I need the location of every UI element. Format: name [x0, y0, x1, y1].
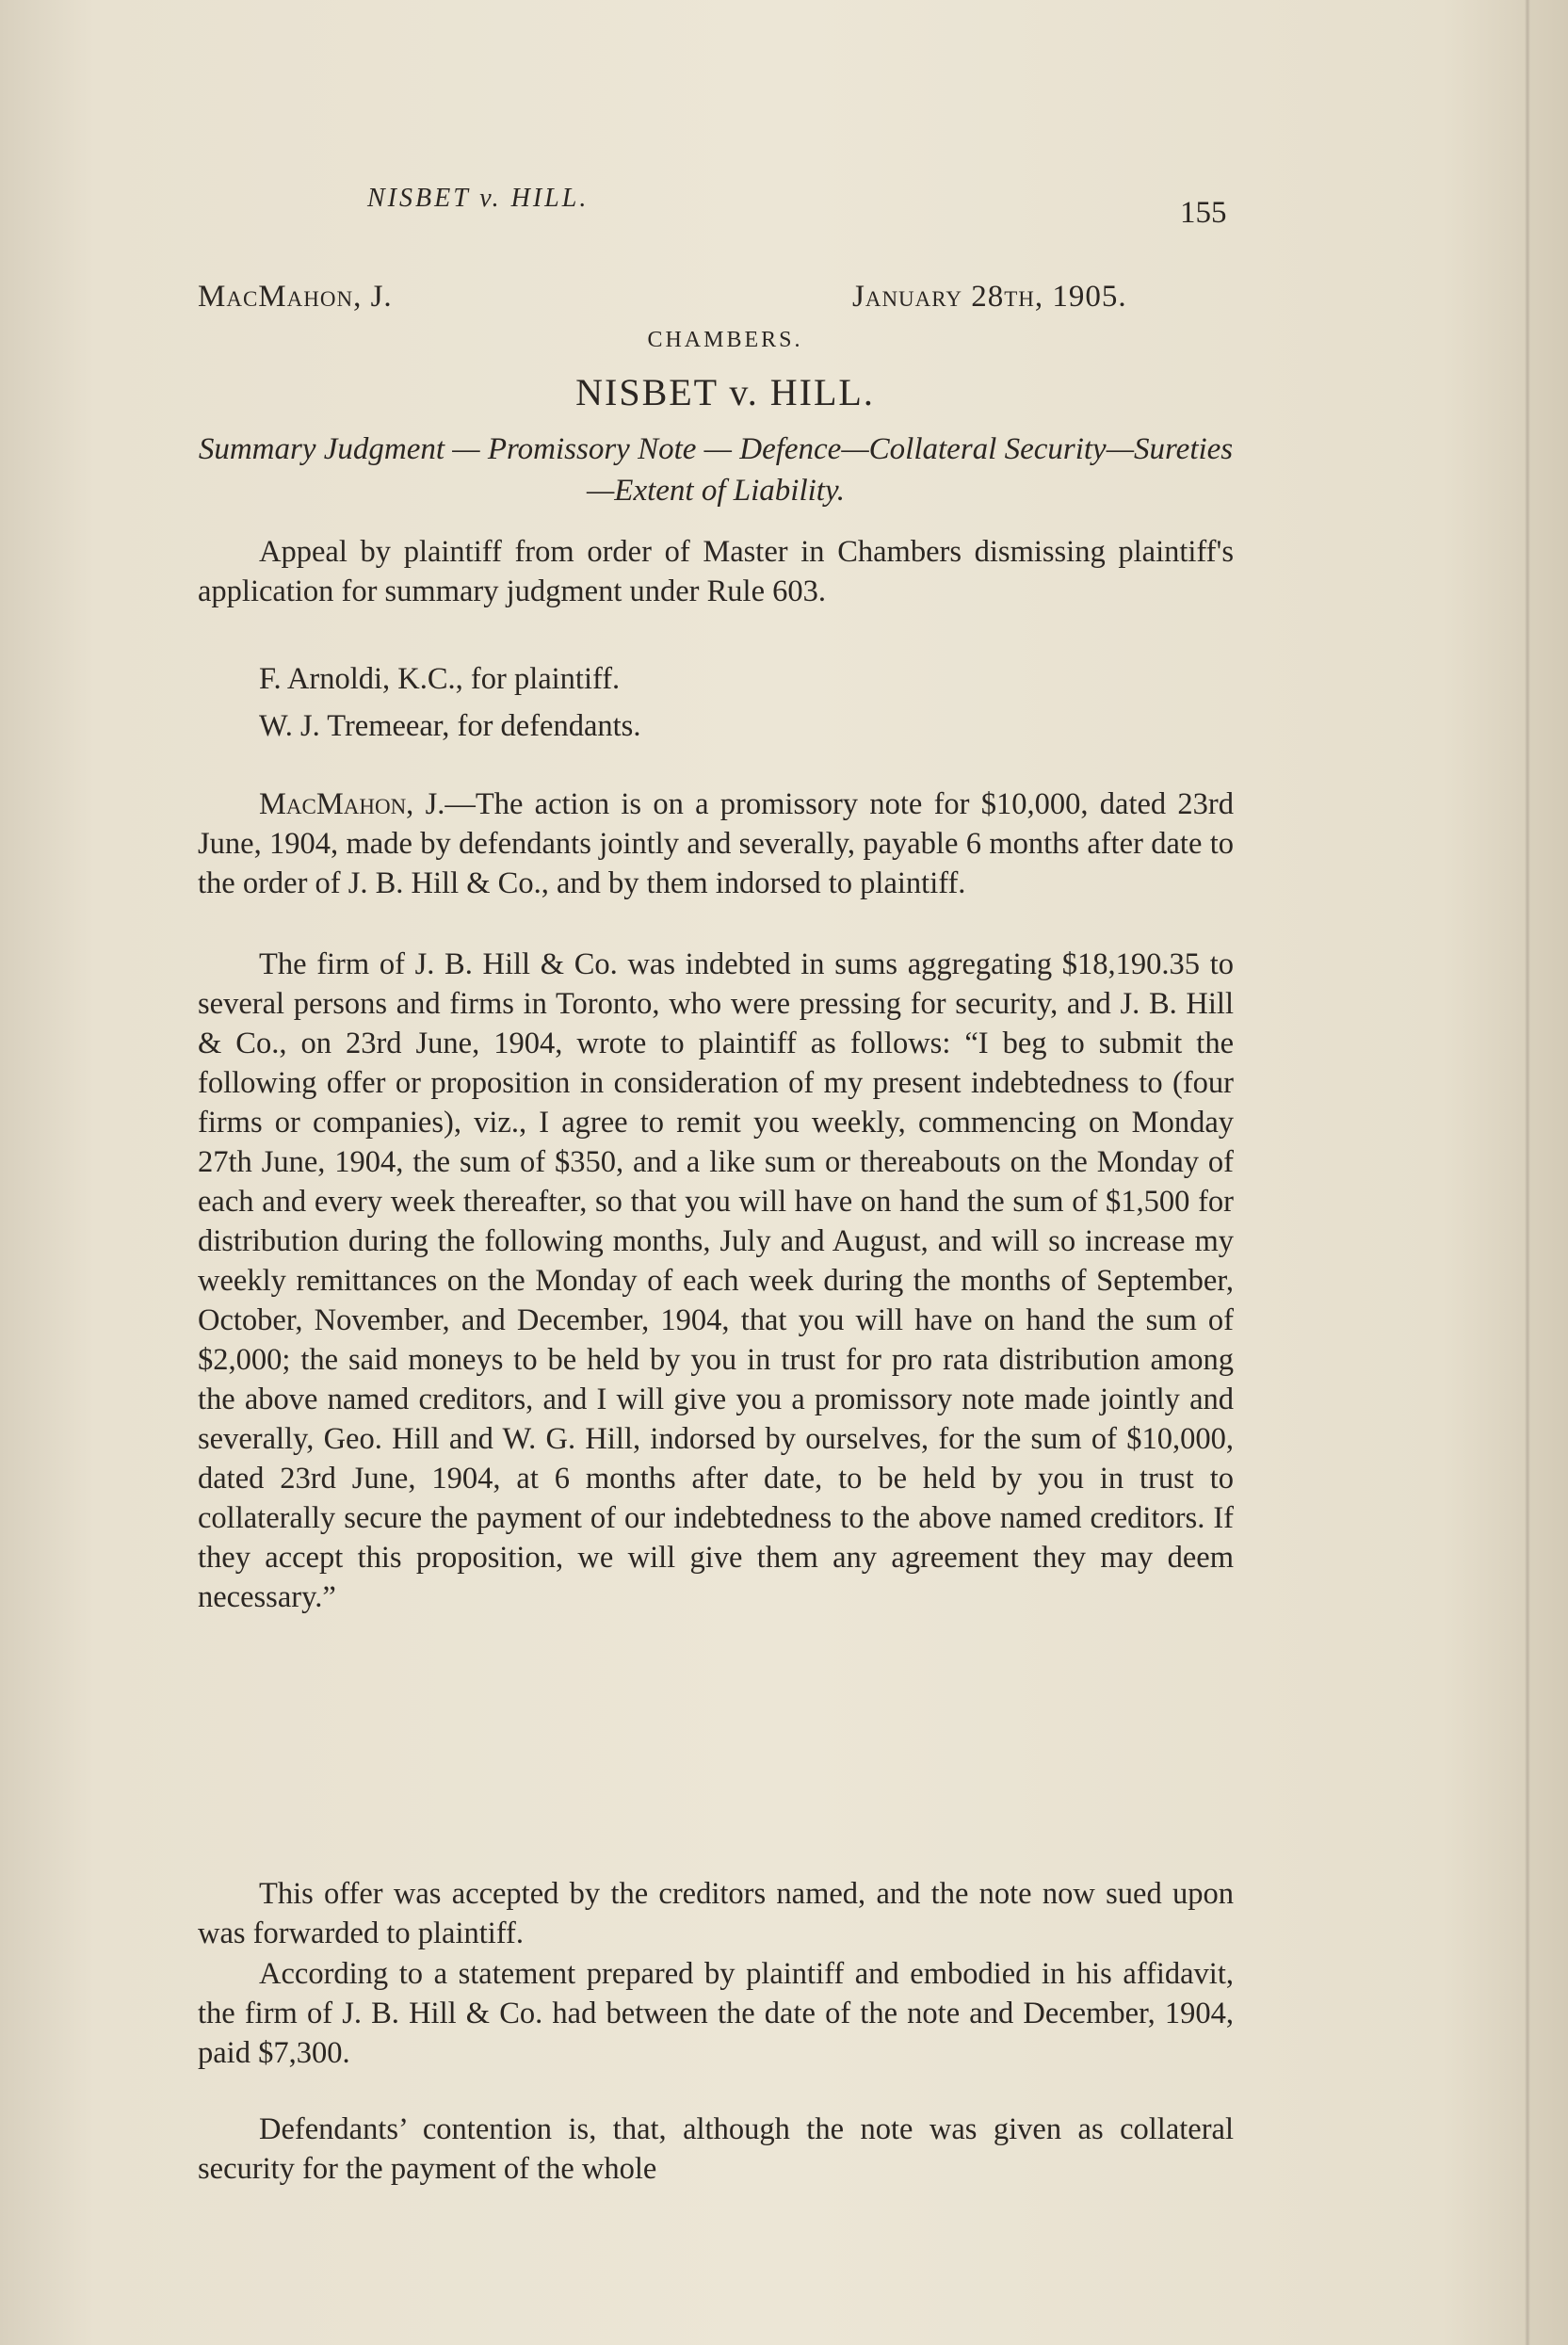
- judgment-paragraph-4: According to a statement prepared by plaintiff and embodied in his affidavit, the firm of J. B. Hill & Co. had between the date of the note and December, 1904, paid $7,300.: [198, 1957, 1234, 2070]
- running-head: NISBET v. HILL.: [367, 184, 590, 213]
- judgment-paragraph-1-text: —The action is on a promissory note for $10,000, dated 23rd June, 1904, made by defendants jointly and severally, payable 6 months after date to the order of J. B. Hill & Co., and by them indorsed to plaintiff.: [198, 787, 1235, 900]
- judgment-paragraph-2: The firm of J. B. Hill & Co. was indebted in sums aggregating $18,190.35 to several persons and firms in Toronto, who were pressing for security, and J. B. Hill & Co., on 23rd June, 1904, wrote to plaintiff as follows: “I beg to submit the following offer or proposition in consideration of my present indebtedness to (four firms or companies), viz., I agree to remit you weekly, commencing on Monday 27th June, 1904, the sum of $350, and a like sum or thereabouts on the Monday of each and every week thereafter, so that you will have on hand the sum of $1,500 for distribution during the following months, July and August, and will so increase my weekly remittances on the Monday of each week during the months of September, October, November, and December, 1904, that you will have on hand the sum of $2,000; the said moneys to be held by you in trust for pro rata distribution among the above named creditors, and I will give you a promissory note made jointly and severally, Geo. Hill and W. G. Hill, indorsed by ourselves, for the sum of $10,000, dated 23rd June, 1904, at 6 months after date, to be held by you in trust to collaterally secure the payment of our indebtedness to the above named creditors. If they accept this proposition, we will give them any agreement they may deem necessary.”: [198, 947, 1234, 1614]
- judgment-paragraph-1: [198, 784, 1234, 903]
- counsel-plaintiff: F. Arnoldi, K.C., for plaintiff.: [259, 662, 621, 696]
- headnote: Summary Judgment — Promissory Note — Defence—Collateral Security—Sureties—Extent of Liability.: [198, 432, 1234, 508]
- court-chambers: CHAMBERS.: [647, 328, 803, 352]
- judgment-paragraph-3: This offer was accepted by the creditors named, and the note now sued upon was forwarded to plaintiff.: [198, 1877, 1234, 1950]
- judgment-paragraph-5: Defendants’ contention is, that, although the note was given as collateral security for the payment of the whole: [198, 2112, 1234, 2186]
- judgment-date: January 28th, 1905.: [852, 280, 1127, 314]
- judgment-opener: MacMahon, J.: [259, 787, 445, 821]
- appeal-paragraph: Appeal by plaintiff from order of Master in Chambers dismissing plaintiff's application for summary judgment under Rule 603.: [198, 535, 1234, 608]
- page-number: 155: [1180, 196, 1227, 230]
- judge-name: MacMahon, J.: [198, 280, 393, 314]
- page-gutter: [1525, 0, 1530, 2345]
- counsel-defendants: W. J. Tremeear, for defendants.: [259, 709, 641, 743]
- case-title: NISBET v. HILL.: [575, 371, 875, 413]
